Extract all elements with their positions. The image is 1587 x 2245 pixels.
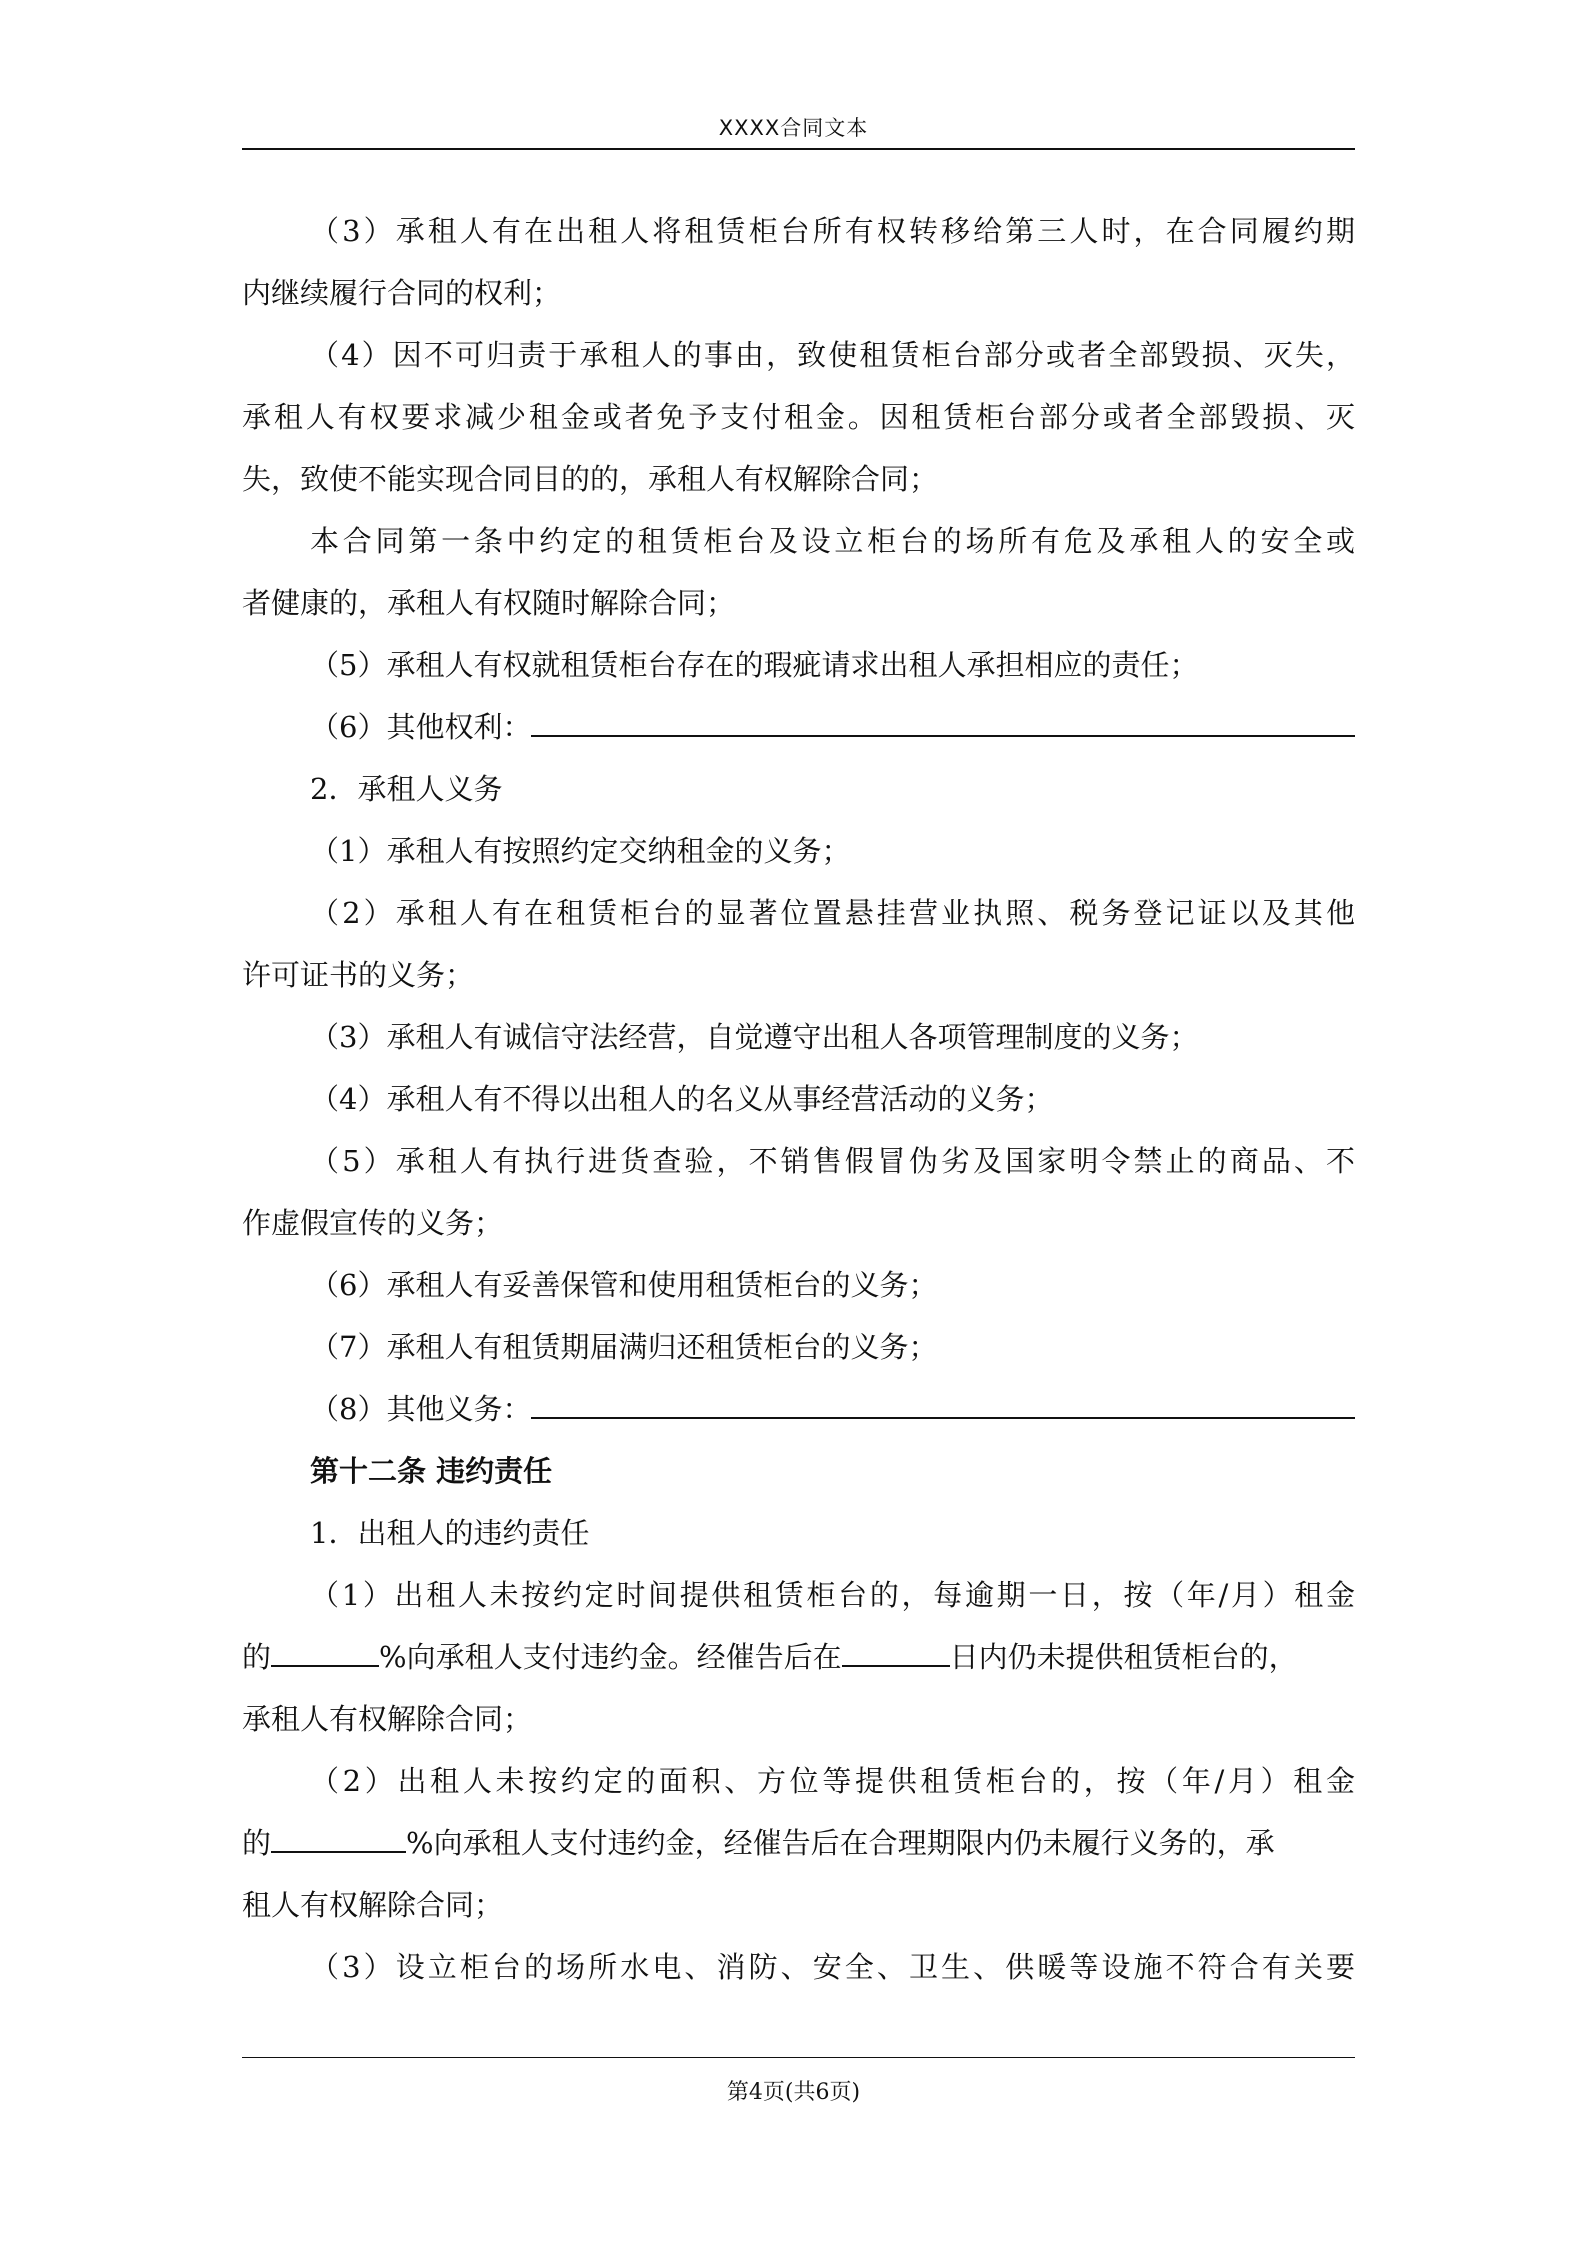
penalty-line-2 (242, 1812, 1355, 1874)
paragraph-line: 许可证书的义务； (242, 958, 475, 992)
paragraph-line: 承租人有权解除合同； (242, 1702, 533, 1736)
other-rights-label: （6）其他权利： (310, 710, 532, 744)
paragraph-line: 承租人有权要求减少租金或者免予支付租金。因租赁柜台部分或者全部毁损、灭 (242, 400, 1355, 434)
paragraph-line: （5）承租人有执行进货查验，不销售假冒伪劣及国家明令禁止的商品、不 (310, 1144, 1355, 1178)
penalty-days-blank[interactable] (842, 1631, 950, 1667)
paragraph-line: 者健康的，承租人有权随时解除合同； (242, 586, 736, 620)
paragraph-line: （6）承租人有妥善保管和使用租赁柜台的义务； (310, 1268, 938, 1302)
paragraph-line: 本合同第一条中约定的租赁柜台及设立柜台的场所有危及承租人的安全或 (310, 524, 1355, 558)
article-heading: 第十二条 违约责任 (310, 1454, 553, 1488)
footer-rule (242, 2057, 1355, 2058)
paragraph-line: （2）承租人有在租赁柜台的显著位置悬挂营业执照、税务登记证以及其他 (310, 896, 1355, 930)
paragraph-line: （1）出租人未按约定时间提供租赁柜台的，每逾期一日，按（年/月）租金 (310, 1578, 1355, 1612)
paragraph-line: （7）承租人有租赁期届满归还租赁柜台的义务； (310, 1330, 938, 1364)
text-segment: 日内仍未提供租赁柜台的， (949, 1640, 1298, 1674)
header-rule (242, 148, 1355, 150)
paragraph-line: （3）承租人有在出租人将租赁柜台所有权转移给第三人时，在合同履约期 (310, 214, 1355, 248)
paragraph-line: （4）因不可归责于承租人的事由，致使租赁柜台部分或者全部毁损、灭失， (310, 338, 1355, 372)
paragraph-line: （3）设立柜台的场所水电、消防、安全、卫生、供暖等设施不符合有关要 (310, 1950, 1355, 1984)
paragraph-line: 作虚假宣传的义务； (242, 1206, 504, 1240)
paragraph-line: 失，致使不能实现合同目的的，承租人有权解除合同； (242, 462, 939, 496)
paragraph-line: （5）承租人有权就租赁柜台存在的瑕疵请求出租人承担相应的责任； (310, 648, 1199, 682)
other-rights-blank[interactable] (531, 697, 1355, 737)
penalty-percent-blank-2[interactable] (271, 1817, 406, 1853)
paragraph-line: （3）承租人有诚信守法经营，自觉遵守出租人各项管理制度的义务； (310, 1020, 1199, 1054)
text-segment: 的 (242, 1640, 272, 1674)
other-duties-blank[interactable] (531, 1379, 1355, 1419)
penalty-line-1 (242, 1626, 1355, 1688)
paragraph-line: （4）承租人有不得以出租人的名义从事经营活动的义务； (310, 1082, 1054, 1116)
text-segment: 的 (242, 1826, 272, 1860)
text-segment: %向承租人支付违约金，经催告后在合理期限内仍未履行义务的，承 (406, 1826, 1275, 1860)
document-body (242, 200, 1355, 1998)
text-segment: %向承租人支付违约金。经催告后在 (379, 1640, 842, 1674)
other-rights-line (242, 696, 1355, 758)
section-heading: 1．出租人的违约责任 (310, 1516, 590, 1550)
paragraph-line: （1）承租人有按照约定交纳租金的义务； (310, 834, 851, 868)
other-duties-label: （8）其他义务： (310, 1392, 532, 1426)
paragraph-line: 租人有权解除合同； (242, 1888, 504, 1922)
page-number: 第4页(共6页) (726, 2080, 861, 2105)
penalty-percent-blank[interactable] (271, 1631, 379, 1667)
paragraph-line: （2）出租人未按约定的面积、方位等提供租赁柜台的，按（年/月）租金 (310, 1764, 1355, 1798)
header-title: XXXX合同文本 (718, 116, 869, 140)
paragraph-line: 内继续履行合同的权利； (242, 276, 562, 310)
section-heading: 2．承租人义务 (310, 772, 503, 806)
other-duties-line (242, 1378, 1355, 1440)
